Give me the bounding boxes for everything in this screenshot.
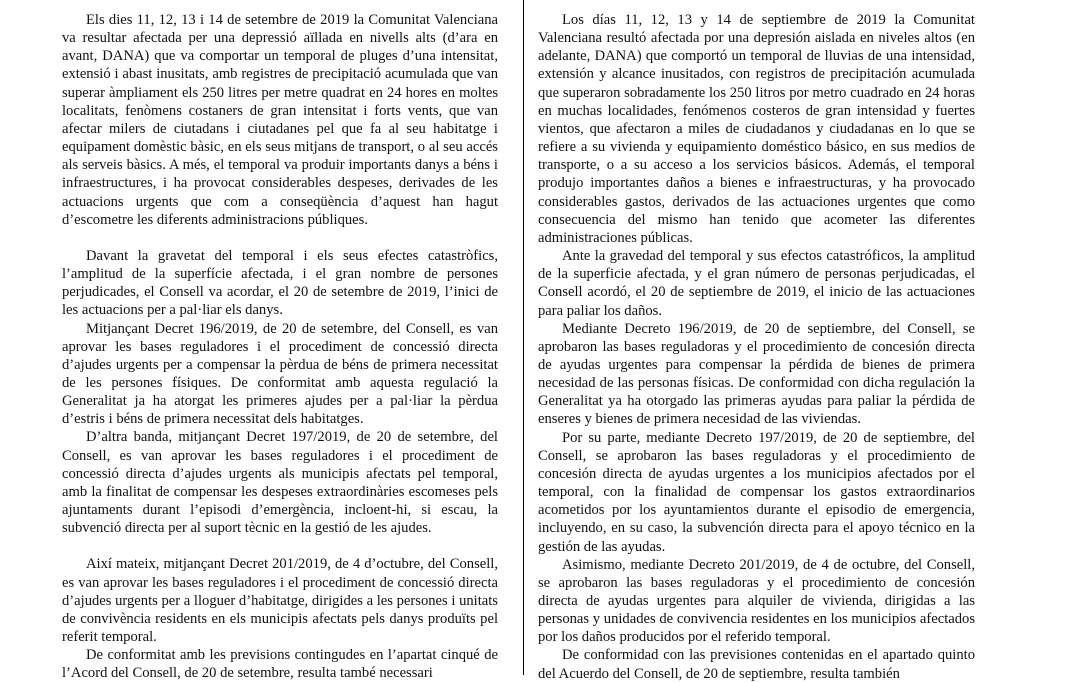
valencian-paragraph-4: D’altra banda, mitjançant Decret 197/2019, de 20 de setembre, del Consell, es van aprovar les bases reguladores i el procediment de concessió directa d’ajudes urgents als municipis afectats pel temporal, amb la finalitat de compensar les despeses extraordinàries escomeses pels ajuntaments durant l’episodi d’emergència, incloent-hi, si escau, la subvenció directa per al suport tècnic en la gestió de les ajudes. <box>62 429 498 537</box>
valencian-paragraph-1: Els dies 11, 12, 13 i 14 de setembre de 2019 la Comunitat Valenciana va resultar afectada per una depressió aïllada en nivells alts (d’ara en avant, DANA) que va comportar un temporal de pluges d’una intensitat, extensió i abast inusitats, amb registres de precipitació acumulada que van superar àmpliament els 250 litres per metre quadrat en 24 hores en moltes localitats, fenòmens costaners de gran intensitat i forts vents, que van afectar milers de ciutadans i ciutadanes pel que fa al seu habitatge i equipament domèstic bàsic, en els seus mitjans de transport, o al seu accés als serveis bàsics. A més, el temporal va produir importants danys a béns i infraestructures, i ha provocat considerables despeses, derivades de les actuacions urgents que com a conseqüència d’aquest han hagut d’escometre les diferents administracions públiques. <box>62 12 498 228</box>
valencian-paragraph-2: Davant la gravetat del temporal i els seus efectes catastròfics, l’amplitud de la superfície afectada, i el gran nombre de persones perjudicades, el Consell va acordar, el 20 de setembre de 2019, l’inici de les actuacions per a pal·liar els danys. <box>62 247 498 319</box>
spanish-paragraph-5: Asimismo, mediante Decreto 201/2019, de 4 de octubre, del Consell, se aprobaron las bases reguladoras y el procedimiento de concesión directa de ayudas urgentes para alquiler de vivienda, dirigidas a las personas y unidades de convivencia residentes en los municipios afectados por los daños producidos por el referido temporal. <box>538 556 975 646</box>
spanish-paragraph-1: Los días 11, 12, 13 y 14 de septiembre de 2019 la Comunitat Valenciana resultó afectada por una depresión aislada en niveles altos (en adelante, DANA) que comportó un temporal de lluvias de una intensidad, extensión y alcance inusitados, con registros de precipitación acumulada que superaron sobradamente los 250 litros por metro cuadrado en 24 horas en muchas localidades, fenómenos costeros de gran intensidad y fuertes vientos, que afectaron a miles de ciudadanos y ciudadanas en lo que se refiere a su vivienda y equipamiento doméstico básico, en sus medios de transporte, o a su acceso a los servicios básicos. Además, el temporal produjo importantes daños a bienes e infraestructuras, y ha provocado considerables gastos, derivados de las actuaciones urgentes que como consecuencia del mismo han tenido que acometer las diferentes administraciones públicas. <box>538 12 975 246</box>
valencian-paragraph-5: Així mateix, mitjançant Decret 201/2019, de 4 d’octubre, del Consell, es van aprovar les bases reguladores i el procediment de concessió directa d’ajudes urgents per a lloguer d’habitatge, dirigides a les persones i unitats de convivència residents en els municipis afectats pels danys produïts pel referit temporal. <box>62 556 498 645</box>
spanish-paragraph-4: Por su parte, mediante Decreto 197/2019, de 20 de septiembre, del Consell, se aprobaron las bases reguladoras y el procedimiento de concesión directa de ayudas urgentes a los municipios afectados por el temporal, con la finalidad de compensar los gastos extraordinarios acometidos por los ayuntamientos durante el episodio de emergencia, incluyendo, en su caso, la subvención directa para el apoyo técnico en la gestión de las ayudas. <box>538 429 975 555</box>
column-divider <box>523 0 524 675</box>
spanish-paragraph-6: De conformidad con las previsiones contenidas en el apartado quinto del Acuerdo del Consell, de 20 de septiembre, resulta también <box>538 647 975 682</box>
spanish-paragraph-2: Ante la gravedad del temporal y sus efectos catastróficos, la amplitud de la superficie afectada, y el gran número de personas perjudicadas, el Consell acordó, el 20 de septiembre de 2019, el inicio de las actuaciones para paliar los daños. <box>538 248 975 319</box>
spanish-column <box>538 11 975 683</box>
valencian-column <box>62 11 498 682</box>
valencian-paragraph-6: De conformitat amb les previsions contingudes en l’apartat cinqué de l’Acord del Consell, de 20 de setembre, resulta també necessari <box>62 647 498 682</box>
valencian-paragraph-3: Mitjançant Decret 196/2019, de 20 de setembre, del Consell, es van aprovar les bases reguladores i el procediment de concessió directa d’ajudes urgents per a compensar la pèrdua de béns de primera necessitat de les persones físiques. De conformitat amb aquesta regulació la Generalitat ja ha atorgat les primeres ajudes per a pal·liar la pèrdua d’estris i béns de primera necessitat dels habitatges. <box>62 320 498 428</box>
spanish-paragraph-3: Mediante Decreto 196/2019, de 20 de septiembre, del Consell, se aprobaron las bases reguladoras y el procedimiento de concesión directa de ayudas urgentes para compensar la pérdida de bienes de primera necesidad de las personas físicas. De conformidad con dicha regulación la Generalitat ya ha otorgado las primeras ayudas para paliar la pérdida de enseres y bienes de primera necesidad de las viviendas. <box>538 320 975 428</box>
